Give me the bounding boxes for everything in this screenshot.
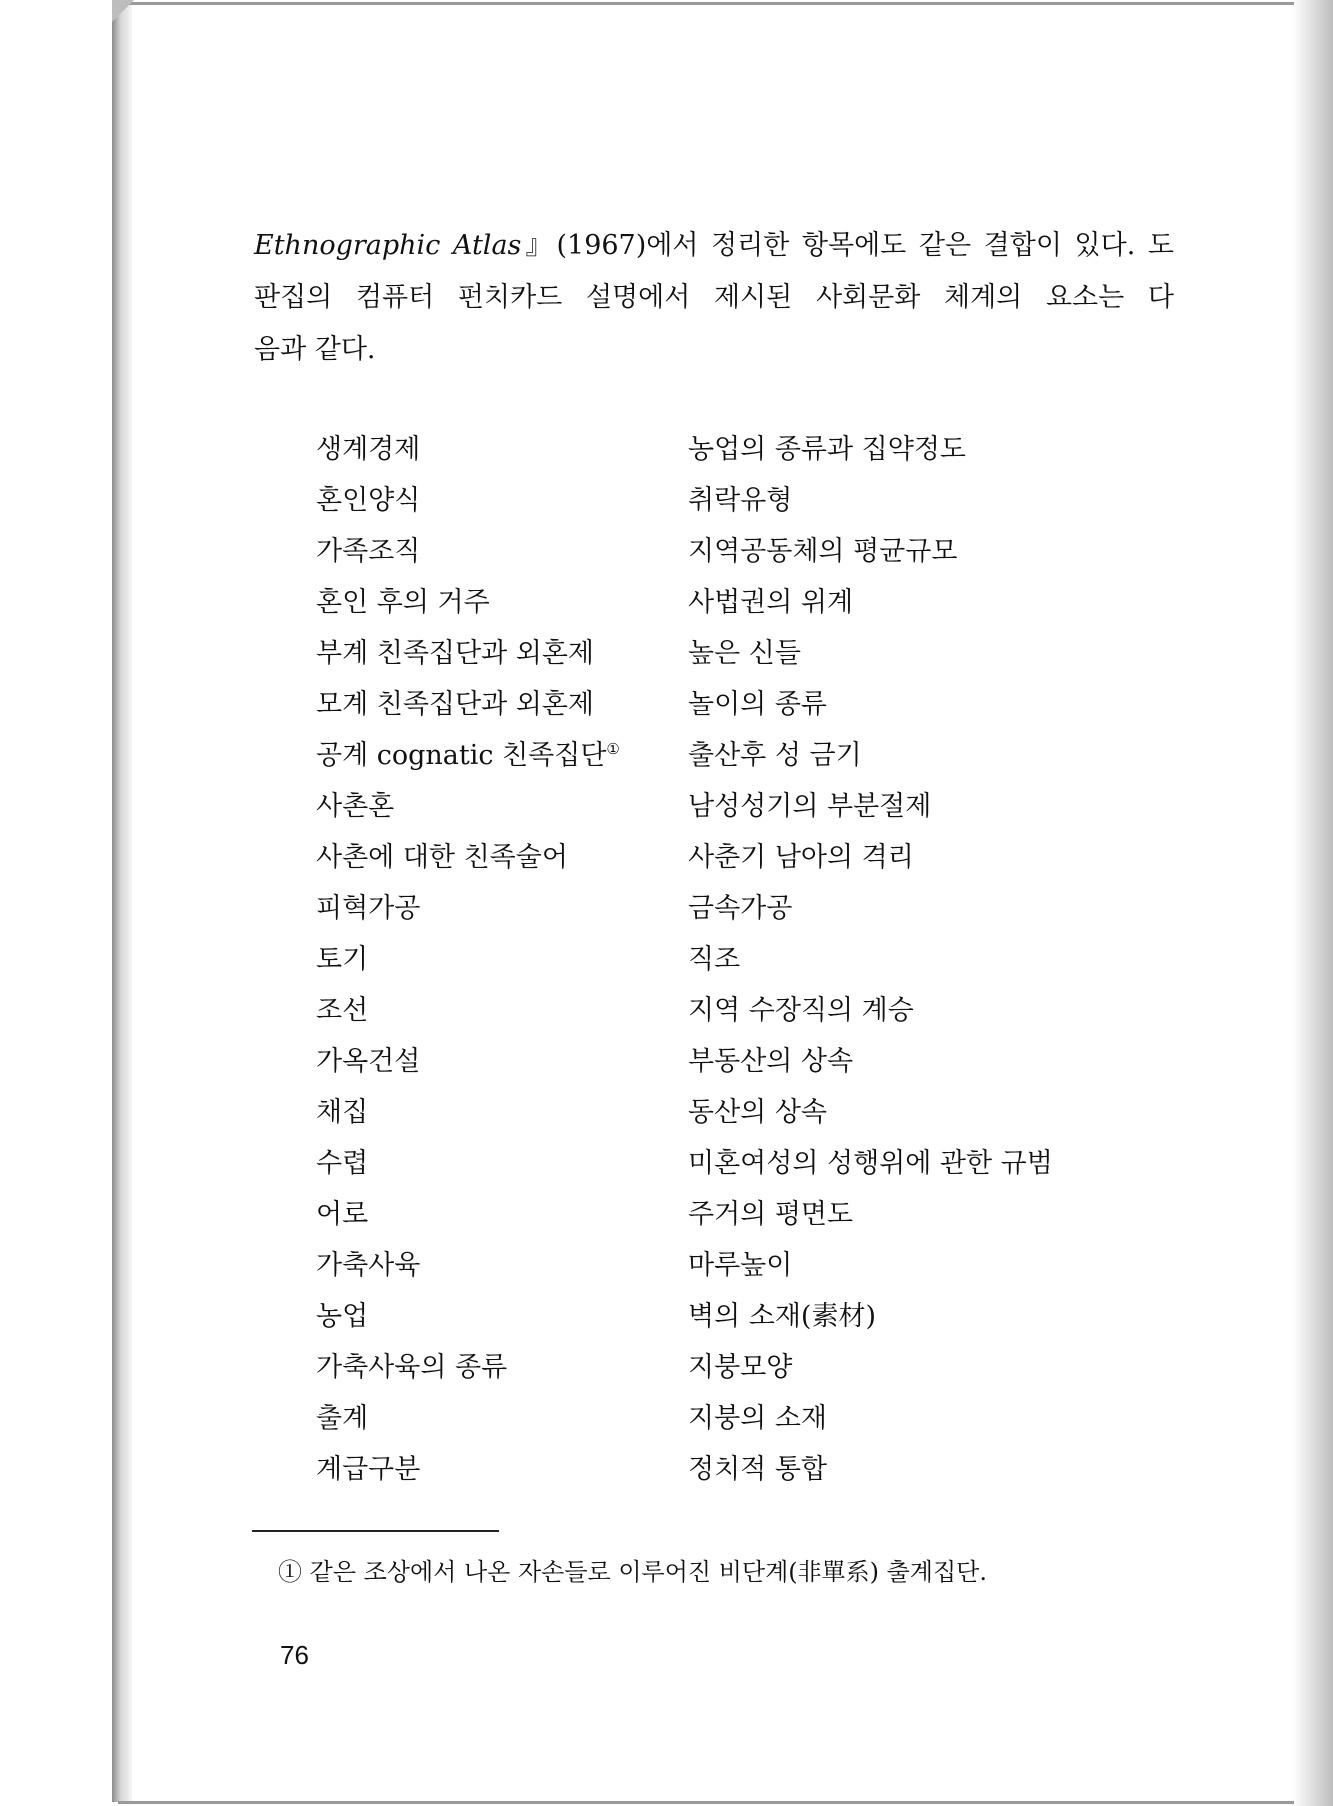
- term-left-text: 사촌혼: [316, 791, 395, 822]
- intro-line-1: [254, 220, 1174, 272]
- term-right: 벽의 소재(素材): [688, 1301, 876, 1332]
- term-left-text: 출계: [316, 1403, 369, 1434]
- page-number: 76: [280, 1640, 309, 1670]
- term-left: [316, 1240, 688, 1291]
- list-item: [316, 628, 1096, 679]
- term-left: [316, 424, 688, 475]
- term-right: 마루높이: [688, 1250, 793, 1281]
- term-left-text: 피혁가공: [316, 893, 421, 924]
- term-right: 금속가공: [688, 893, 793, 924]
- list-item: [316, 1291, 1096, 1342]
- term-right: 정치적 통합: [688, 1454, 827, 1485]
- term-left: [316, 628, 688, 679]
- term-right: 동산의 상속: [688, 1097, 827, 1128]
- term-right: 놀이의 종류: [688, 689, 827, 720]
- intro-paragraph: [254, 220, 1174, 376]
- term-right: 부동산의 상속: [688, 1046, 854, 1077]
- term-left: [316, 1291, 688, 1342]
- list-item: [316, 1087, 1096, 1138]
- list-item: [316, 832, 1096, 883]
- page-bottom-edge: [118, 1801, 1294, 1804]
- page-corner: [112, 0, 134, 22]
- list-item: [316, 1189, 1096, 1240]
- term-left: [316, 1342, 688, 1393]
- footnote-marker: ①: [606, 740, 620, 758]
- term-right: 미혼여성의 성행위에 관한 규범: [688, 1148, 1053, 1179]
- list-item: [316, 781, 1096, 832]
- term-left: [316, 475, 688, 526]
- term-left-text: 가축사육: [316, 1250, 421, 1281]
- term-left: [316, 577, 688, 628]
- term-right: 농업의 종류과 집약정도: [688, 434, 966, 465]
- page-edge-shadow: [1293, 0, 1333, 1806]
- term-right: 출산후 성 금기: [688, 740, 862, 771]
- list-item: [316, 883, 1096, 934]
- list-item: [316, 730, 1096, 781]
- term-left-text: 조선: [316, 995, 369, 1026]
- atlas-title: Ethnographic Atlas: [254, 230, 522, 261]
- term-left-text: 공계 cognatic 친족집단: [316, 740, 607, 771]
- term-left: [316, 679, 688, 730]
- term-left: [316, 832, 688, 883]
- term-left: [316, 730, 688, 781]
- term-right: 취락유형: [688, 485, 793, 516]
- term-left: [316, 1393, 688, 1444]
- page-binding-shadow: [112, 4, 132, 1802]
- term-left: [316, 883, 688, 934]
- term-left-text: 모계 친족집단과 외혼제: [316, 689, 594, 720]
- list-item: [316, 526, 1096, 577]
- term-right: 높은 신들: [688, 638, 801, 669]
- list-item: [316, 1342, 1096, 1393]
- term-left-text: 가옥건설: [316, 1046, 421, 1077]
- term-left: [316, 526, 688, 577]
- term-left-text: 수렵: [316, 1148, 369, 1179]
- list-item: [316, 1444, 1096, 1495]
- list-item: [316, 1138, 1096, 1189]
- intro-line-3: 음과 같다.: [254, 334, 376, 365]
- page-top-edge: [118, 2, 1294, 5]
- term-left-text: 채집: [316, 1097, 369, 1128]
- intro-line-1-text: 』(1967)에서 정리한 항목에도 같은 결합이 있다. 도: [521, 230, 1174, 261]
- term-left-text: 토기: [316, 944, 369, 975]
- list-item: [316, 1036, 1096, 1087]
- list-item: [316, 1240, 1096, 1291]
- term-left-text: 농업: [316, 1301, 369, 1332]
- term-left-text: 부계 친족집단과 외혼제: [316, 638, 594, 669]
- term-left: [316, 1189, 688, 1240]
- list-item: [316, 424, 1096, 475]
- term-left: [316, 1444, 688, 1495]
- term-right: 주거의 평면도: [688, 1199, 854, 1230]
- term-left-text: 혼인양식: [316, 485, 421, 516]
- term-left: [316, 1036, 688, 1087]
- term-left-text: 혼인 후의 거주: [316, 587, 490, 618]
- list-item: [316, 934, 1096, 985]
- term-right: 지역공동체의 평균규모: [688, 536, 958, 567]
- term-left-text: 어로: [316, 1199, 369, 1230]
- term-left: [316, 985, 688, 1036]
- term-left-text: 생계경제: [316, 434, 421, 465]
- term-right: 사춘기 남아의 격리: [688, 842, 914, 873]
- term-left: [316, 934, 688, 985]
- term-right: 남성성기의 부분절제: [688, 791, 932, 822]
- term-right: 사법권의 위계: [688, 587, 854, 618]
- term-right: 직조: [688, 944, 741, 975]
- term-right: 지역 수장직의 계승: [688, 995, 914, 1026]
- list-item: [316, 577, 1096, 628]
- term-left-text: 사촌에 대한 친족술어: [316, 842, 568, 873]
- footnote-divider: [252, 1530, 499, 1532]
- list-item: [316, 679, 1096, 730]
- term-left: [316, 1087, 688, 1138]
- footnote: ① 같은 조상에서 나온 자손들로 이루어진 비단계(非單系) 출계집단.: [278, 1558, 987, 1586]
- term-right: 지붕의 소재: [688, 1403, 827, 1434]
- list-item: [316, 985, 1096, 1036]
- term-left-text: 계급구분: [316, 1454, 421, 1485]
- element-list: [316, 424, 1096, 1495]
- term-left: [316, 781, 688, 832]
- list-item: [316, 1393, 1096, 1444]
- term-left-text: 가축사육의 종류: [316, 1352, 508, 1383]
- term-left: [316, 1138, 688, 1189]
- term-right: 지붕모양: [688, 1352, 793, 1383]
- term-left-text: 가족조직: [316, 536, 421, 567]
- intro-line-2: 판집의 컴퓨터 펀치카드 설명에서 제시된 사회문화 체계의 요소는 다: [254, 282, 1174, 313]
- list-item: [316, 475, 1096, 526]
